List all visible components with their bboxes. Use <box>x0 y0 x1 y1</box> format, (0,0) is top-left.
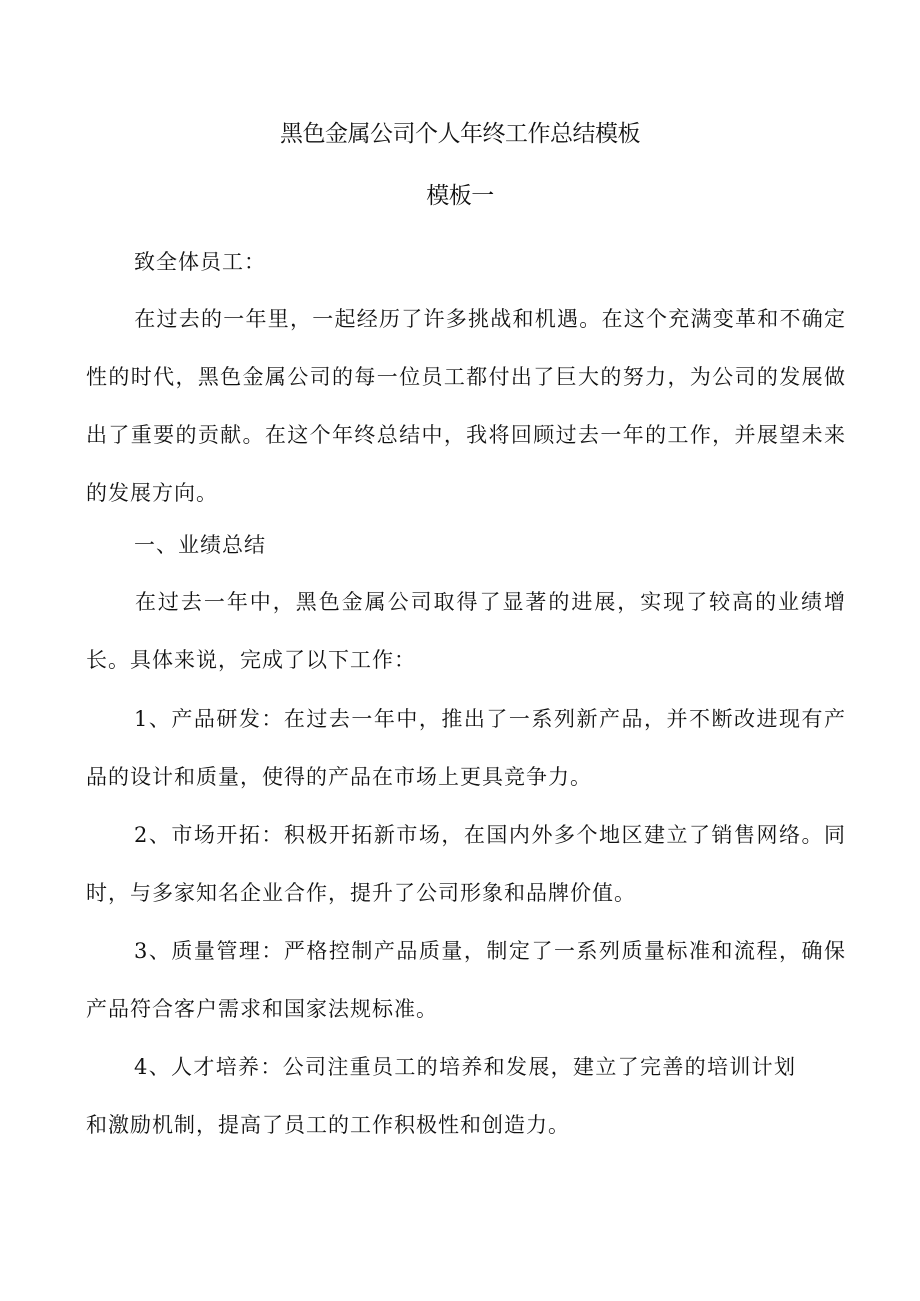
list-item-market-text: 2、市场开拓：积极开拓新市场，在国内外多个地区建立了销售网络。同时，与多家知名企业合作，提升了公司形象和品牌价值。 <box>86 823 846 905</box>
list-item-market <box>86 806 846 922</box>
list-item-rnd <box>86 690 846 806</box>
section-intro-text: 在过去一年中，黑色金属公司取得了显著的进展，实现了较高的业绩增长。具体来说，完成了以下工作： <box>86 590 846 672</box>
document-subtitle: 模板一 <box>426 183 494 209</box>
intro-paragraph <box>86 290 846 522</box>
list-item-quality-text: 3、质量管理：严格控制产品质量，制定了一系列质量标准和流程，确保产品符合客户需求和国家法规标准。 <box>86 939 846 1021</box>
section-heading-performance: 一、业绩总结 <box>134 533 266 557</box>
intro-text: 在过去的一年里，一起经历了许多挑战和机遇。在这个充满变革和不确定性的时代，黑色金属公司的每一位员工都付出了巨大的努力，为公司的发展做出了重要的贡献。在这个年终总结中，我将回顾过去一年的工作，并展望未来的发展方向。 <box>86 307 846 505</box>
list-item-quality <box>86 922 846 1038</box>
greeting: 致全体员工： <box>134 250 266 274</box>
document-title: 黑色金属公司个人年终工作总结模板 <box>280 121 640 147</box>
list-item-talent-text: 4、人才培养：公司注重员工的培养和发展，建立了完善的培训计划和激励机制，提高了员工的工作积极性和创造力。 <box>86 1055 796 1137</box>
list-item-rnd-text: 1、产品研发：在过去一年中，推出了一系列新产品，并不断改进现有产品的设计和质量，使得的产品在市场上更具竞争力。 <box>86 707 846 789</box>
list-item-talent <box>86 1038 796 1154</box>
section-intro-paragraph <box>86 573 846 689</box>
